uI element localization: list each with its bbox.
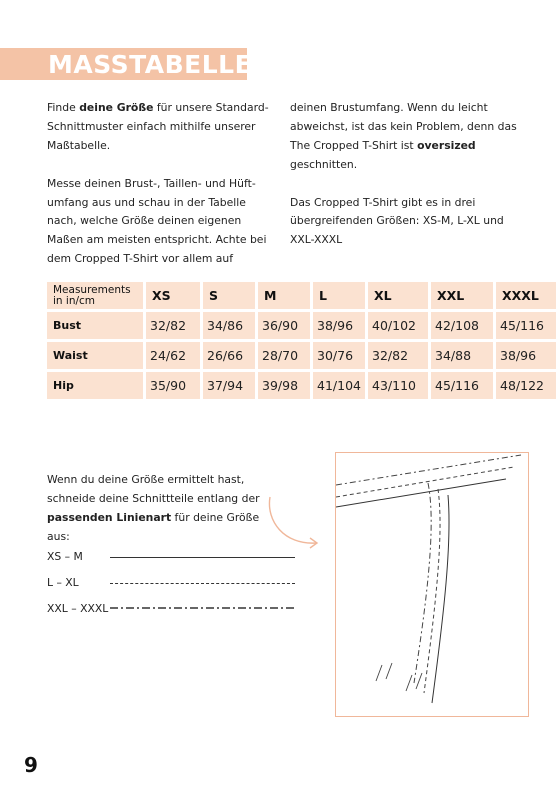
legend-label-xxl-xxxl: XXL – XXXL bbox=[47, 602, 109, 615]
table-cell: 39/98 bbox=[258, 372, 310, 399]
row-label: Bust bbox=[47, 312, 143, 339]
table-cell: 45/116 bbox=[431, 372, 493, 399]
size-header: XS bbox=[146, 282, 200, 309]
table-cell: 45/116 bbox=[496, 312, 556, 339]
size-header: XXL bbox=[431, 282, 493, 309]
curved-arrow-icon bbox=[260, 495, 322, 551]
line-type-paragraph: Wenn du deine Größe ermittelt hast, schneide deine Schnittteile entlang der passenden Linienart für deine Größe aus: bbox=[47, 473, 260, 543]
legend-label-xs-m: XS – M bbox=[47, 550, 83, 563]
table-cell: 38/96 bbox=[496, 342, 556, 369]
intro-paragraph-3: deinen Brustumfang. Wenn du leicht abweichst, ist das kein Problem, denn das The Cropped T-Shirt ist oversized geschnitten. bbox=[290, 101, 517, 171]
page-number: 9 bbox=[24, 753, 38, 777]
table-cell: 38/96 bbox=[313, 312, 365, 339]
table-cell: 43/110 bbox=[368, 372, 428, 399]
intro-paragraph-2: Messe deinen Brust-, Taillen- und Hüftumfang aus und schau in der Tabelle nach, welche Größe deinen eigenen Maßen am meisten entspricht. Achte bei dem Cropped T-Shirt vor allem auf bbox=[47, 176, 267, 266]
pattern-lines-illustration bbox=[336, 453, 528, 716]
row-label: Hip bbox=[47, 372, 143, 399]
table-cell: 24/62 bbox=[146, 342, 200, 369]
intro-column-left bbox=[47, 99, 272, 288]
size-table bbox=[44, 279, 559, 402]
table-corner-label: Measurements in in/cm bbox=[47, 282, 143, 309]
solid-line-sample bbox=[110, 557, 295, 558]
intro-column-right bbox=[290, 99, 520, 269]
table-row bbox=[47, 312, 556, 339]
table-row bbox=[47, 372, 556, 399]
table-cell: 40/102 bbox=[368, 312, 428, 339]
size-header: L bbox=[313, 282, 365, 309]
table-cell: 41/104 bbox=[313, 372, 365, 399]
dashed-line-sample bbox=[110, 583, 295, 584]
table-cell: 26/66 bbox=[203, 342, 255, 369]
table-cell: 37/94 bbox=[203, 372, 255, 399]
table-cell: 32/82 bbox=[146, 312, 200, 339]
size-header: M bbox=[258, 282, 310, 309]
page-title: MASSTABELLE bbox=[48, 50, 253, 79]
table-header-row bbox=[47, 282, 556, 309]
line-type-instructions bbox=[47, 470, 272, 546]
legend-label-l-xl: L – XL bbox=[47, 576, 79, 589]
table-cell: 34/86 bbox=[203, 312, 255, 339]
table-cell: 42/108 bbox=[431, 312, 493, 339]
row-label: Waist bbox=[47, 342, 143, 369]
table-cell: 36/90 bbox=[258, 312, 310, 339]
intro-paragraph-4: Das Cropped T-Shirt gibt es in drei übergreifenden Größen: XS-M, L-XL und XXL-XXXL bbox=[290, 195, 504, 247]
table-cell: 34/88 bbox=[431, 342, 493, 369]
table-cell: 32/82 bbox=[368, 342, 428, 369]
size-header: XXXL bbox=[496, 282, 556, 309]
dash-dot-line-sample bbox=[110, 604, 295, 612]
table-row bbox=[47, 342, 556, 369]
size-header: S bbox=[203, 282, 255, 309]
intro-paragraph-1: Finde deine Größe für unsere Standard-Schnittmuster einfach mithilfe unserer Maßtabelle. bbox=[47, 101, 269, 152]
pattern-excerpt-image bbox=[335, 452, 529, 717]
table-cell: 30/76 bbox=[313, 342, 365, 369]
table-cell: 28/70 bbox=[258, 342, 310, 369]
table-cell: 35/90 bbox=[146, 372, 200, 399]
table-cell: 48/122 bbox=[496, 372, 556, 399]
size-header: XL bbox=[368, 282, 428, 309]
